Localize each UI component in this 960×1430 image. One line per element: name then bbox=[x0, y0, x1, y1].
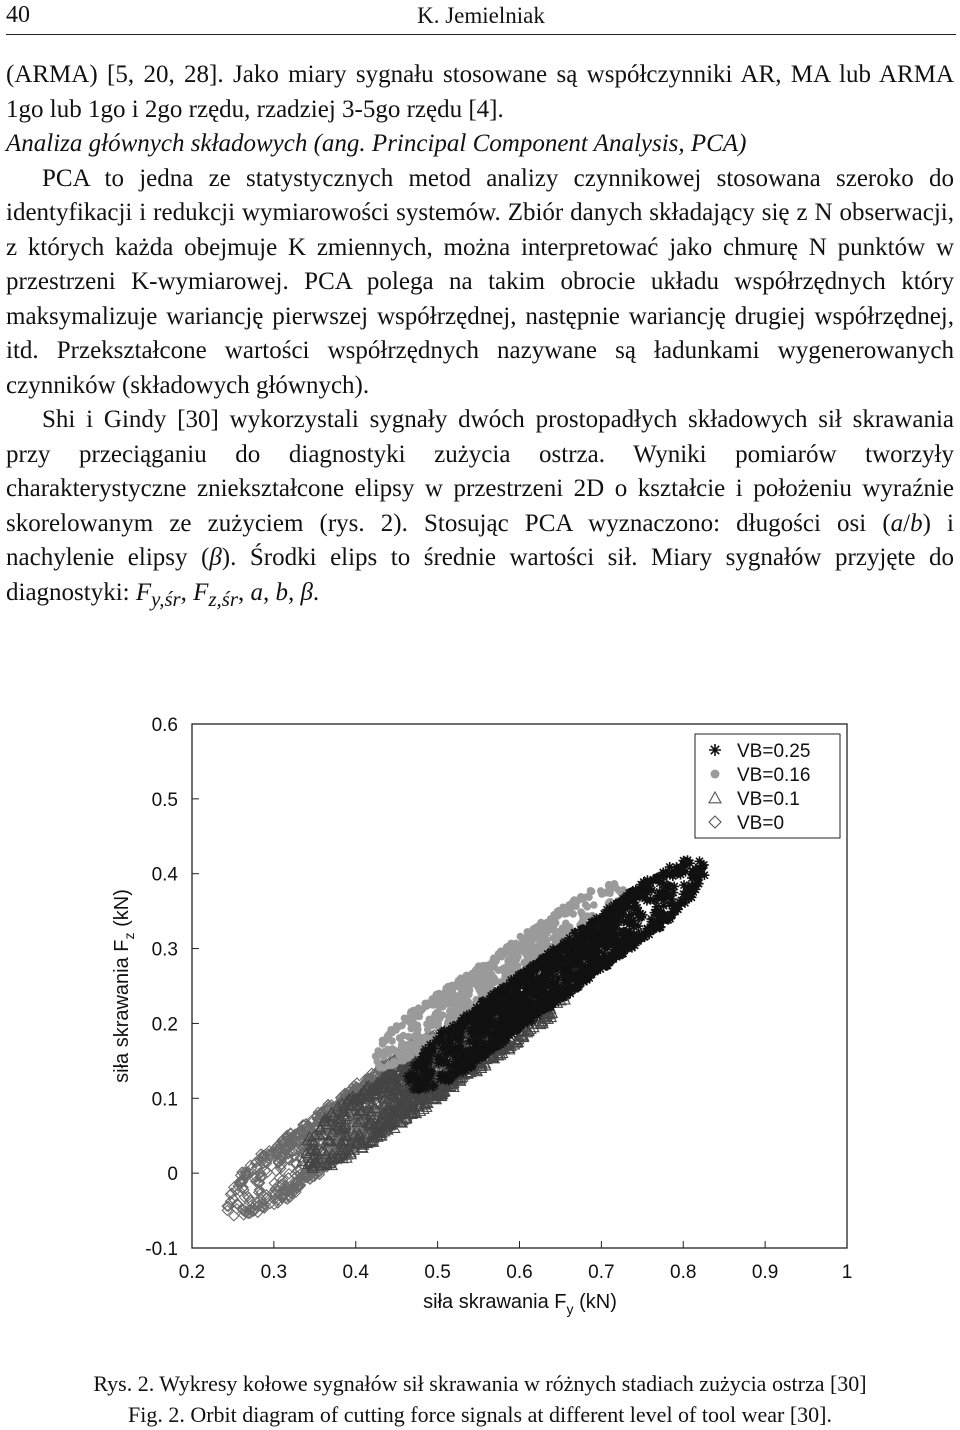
paragraph-arma: (ARMA) [5, 20, 28]. Jako miary sygnału stosowane są współczynniki AR, MA lub ARMA 1go lub 1go i 2go rzędu, rzadziej 3-5go rzędu [4]. bbox=[6, 61, 954, 123]
y-axis-label-sub: z bbox=[121, 932, 137, 940]
data-point bbox=[565, 933, 575, 943]
data-point bbox=[373, 1058, 381, 1066]
data-point bbox=[409, 1018, 417, 1026]
body-text bbox=[6, 58, 954, 616]
text-run: / bbox=[903, 509, 911, 537]
y-axis-label-unit: (kN) bbox=[111, 889, 133, 933]
y-tick-label: 0.4 bbox=[151, 864, 178, 886]
data-point bbox=[488, 989, 498, 999]
text-run: ). Środki elips to średnie wartości sił. Miary sygnałów przyjęte do diagnostyki: bbox=[6, 544, 954, 606]
x-tick-label: 0.3 bbox=[260, 1262, 288, 1283]
data-point bbox=[498, 950, 506, 958]
data-point bbox=[532, 926, 540, 934]
data-point bbox=[593, 962, 603, 972]
data-point bbox=[407, 1025, 415, 1033]
data-point bbox=[428, 999, 436, 1007]
caption-polish: Rys. 2. Wykresy kołowe sygnałów sił skrawania w różnych stadiach zużycia ostrza [30] bbox=[93, 1371, 867, 1396]
data-point bbox=[510, 941, 517, 949]
subscript-y-sr: y,śr bbox=[151, 586, 181, 611]
scatter-chart bbox=[100, 706, 880, 1326]
data-point bbox=[547, 961, 557, 971]
data-point bbox=[569, 898, 577, 906]
x-tick-label: 0.8 bbox=[670, 1262, 697, 1283]
symbol-b: b bbox=[910, 509, 923, 537]
data-point bbox=[676, 869, 686, 879]
data-point bbox=[486, 965, 494, 973]
data-point bbox=[500, 985, 510, 995]
x-axis-label bbox=[423, 1291, 617, 1317]
text-run: . bbox=[312, 578, 320, 606]
text-run: , bbox=[237, 578, 251, 606]
data-point bbox=[605, 882, 613, 890]
data-point bbox=[585, 893, 593, 901]
data-point bbox=[437, 1001, 445, 1009]
data-point bbox=[385, 1049, 393, 1057]
y-axis-label bbox=[111, 889, 137, 1083]
series-VB=0.25 bbox=[403, 855, 710, 1094]
y-tick-label: 0 bbox=[167, 1164, 178, 1186]
page-number: 40 bbox=[6, 2, 30, 28]
symbol-fy: F bbox=[135, 578, 152, 606]
paragraph-pca: PCA to jedna ze statystycznych metod analizy czynnikowej stosowana szeroko do identyfikacji i redukcji wymiarowości systemów. Zbiór danych składający się z N obserwacji, z których każda obejmuje K zmiennych, można interpretować jako chmurę N punktów w przestrzeni K-wymiarowej. PCA polega na takim obrocie układu współrzędnych który maksymalizuje wariancję pierwszej współrzędnej, następnie wariancję drugiej współrzędnej, itd. Przekształcone wartości współrzędnych nazywane są ładunkami wygenerowanych czynników (składowych głównych). bbox=[6, 164, 954, 399]
data-point bbox=[477, 997, 487, 1007]
data-point bbox=[439, 990, 447, 998]
text-run: ) i nachylenie elipsy ( bbox=[6, 509, 955, 571]
data-point bbox=[629, 918, 639, 928]
data-point bbox=[579, 911, 587, 919]
y-tick-label: 0.3 bbox=[151, 939, 178, 961]
data-point bbox=[474, 977, 482, 985]
data-point bbox=[374, 1051, 382, 1059]
data-point bbox=[402, 1046, 410, 1054]
data-marks bbox=[222, 855, 709, 1221]
data-point bbox=[481, 976, 489, 984]
data-point bbox=[396, 1052, 404, 1060]
symbols-a-b-beta: a, b, β bbox=[250, 578, 313, 606]
data-point bbox=[530, 947, 538, 955]
data-point bbox=[476, 987, 484, 995]
legend-label: VB=0.16 bbox=[737, 765, 811, 786]
data-point bbox=[384, 1033, 392, 1041]
data-point bbox=[489, 978, 497, 986]
data-point bbox=[401, 1015, 409, 1023]
data-point bbox=[525, 1011, 535, 1021]
data-point bbox=[462, 1013, 472, 1023]
x-tick-label: 0.4 bbox=[342, 1262, 369, 1283]
x-tick-label: 1 bbox=[841, 1262, 853, 1283]
data-point bbox=[395, 1023, 403, 1031]
legend bbox=[695, 734, 840, 838]
x-tick-label: 0.9 bbox=[751, 1262, 779, 1283]
x-axis-label-unit: (kN) bbox=[573, 1291, 617, 1313]
data-point bbox=[466, 986, 474, 994]
symbol-a: a bbox=[890, 509, 904, 537]
y-tick-label: 0.1 bbox=[151, 1089, 178, 1111]
subscript-z-sr: z,śr bbox=[208, 586, 238, 611]
running-head-author: K. Jemielniak bbox=[417, 3, 545, 28]
data-point bbox=[518, 934, 526, 942]
data-point bbox=[645, 895, 655, 905]
data-point bbox=[547, 915, 555, 923]
data-point bbox=[432, 1010, 440, 1018]
text-run: , bbox=[180, 578, 194, 606]
data-point bbox=[417, 1007, 425, 1015]
y-tick-label: 0.5 bbox=[151, 789, 178, 811]
data-point bbox=[405, 1033, 413, 1041]
data-point bbox=[587, 887, 595, 895]
data-point bbox=[543, 929, 551, 937]
caption-english: Fig. 2. Orbit diagram of cutting force signals at different level of tool wear [30]. bbox=[128, 1402, 832, 1427]
text-run: Shi i Gindy [30] wykorzystali sygnały dwóch prostopadłych składowych sił skrawania przy przeciąganiu do diagnostyki zużycia ostrza. Wyniki pomiarów tworzyły charakterystyczne zniekształcone elipsy w przestrzeni 2D o kształcie i położeniu wyraźnie skorelowanym ze zużyciem (rys. 2). Stosując PCA wyznaczono: długości osi ( bbox=[6, 406, 954, 537]
symbol-beta: β bbox=[209, 544, 222, 571]
figure-captions bbox=[0, 1368, 960, 1430]
data-point bbox=[450, 983, 458, 991]
data-point bbox=[407, 1008, 415, 1016]
y-tick-label: 0.2 bbox=[151, 1014, 178, 1036]
data-point bbox=[435, 1019, 443, 1027]
data-point bbox=[446, 1007, 454, 1015]
section-title: Analiza głównych składowych (ang. Principal Component Analysis, PCA) bbox=[6, 130, 747, 157]
legend-label: VB=0.25 bbox=[737, 741, 811, 762]
data-point bbox=[454, 993, 462, 1001]
data-point bbox=[527, 941, 535, 949]
x-tick-label: 0.2 bbox=[178, 1262, 206, 1283]
x-tick-label: 0.5 bbox=[424, 1262, 451, 1283]
data-point bbox=[493, 995, 503, 1005]
x-tick-label: 0.6 bbox=[506, 1262, 533, 1283]
orbit-diagram-figure bbox=[100, 706, 880, 1326]
data-point bbox=[552, 930, 560, 938]
x-tick-label: 0.7 bbox=[588, 1262, 615, 1283]
data-point bbox=[396, 1034, 404, 1042]
data-point bbox=[518, 944, 526, 952]
data-point bbox=[590, 901, 598, 909]
data-point bbox=[414, 1059, 424, 1069]
data-point bbox=[414, 1026, 422, 1034]
page-header bbox=[6, 0, 956, 35]
x-axis-label-main: siła skrawania F bbox=[423, 1291, 567, 1313]
data-point bbox=[385, 1062, 393, 1070]
data-point bbox=[577, 893, 585, 901]
y-axis-label-main: siła skrawania F bbox=[111, 939, 133, 1083]
y-tick-label: -0.1 bbox=[145, 1239, 178, 1260]
x-axis-label-sub: y bbox=[566, 1301, 574, 1317]
legend-label: VB=0 bbox=[737, 813, 785, 834]
data-point bbox=[597, 887, 605, 895]
data-point bbox=[407, 1068, 417, 1078]
symbol-fz: F bbox=[193, 578, 209, 606]
legend-label: VB=0.1 bbox=[737, 789, 800, 810]
data-point bbox=[379, 1040, 387, 1048]
data-point bbox=[493, 1036, 503, 1046]
data-point bbox=[412, 1035, 420, 1043]
data-point bbox=[454, 1059, 464, 1069]
y-tick-label: 0.6 bbox=[151, 715, 178, 736]
paragraph-shi-gindy bbox=[6, 403, 954, 616]
legend-marker bbox=[711, 770, 720, 779]
data-point bbox=[514, 953, 522, 961]
